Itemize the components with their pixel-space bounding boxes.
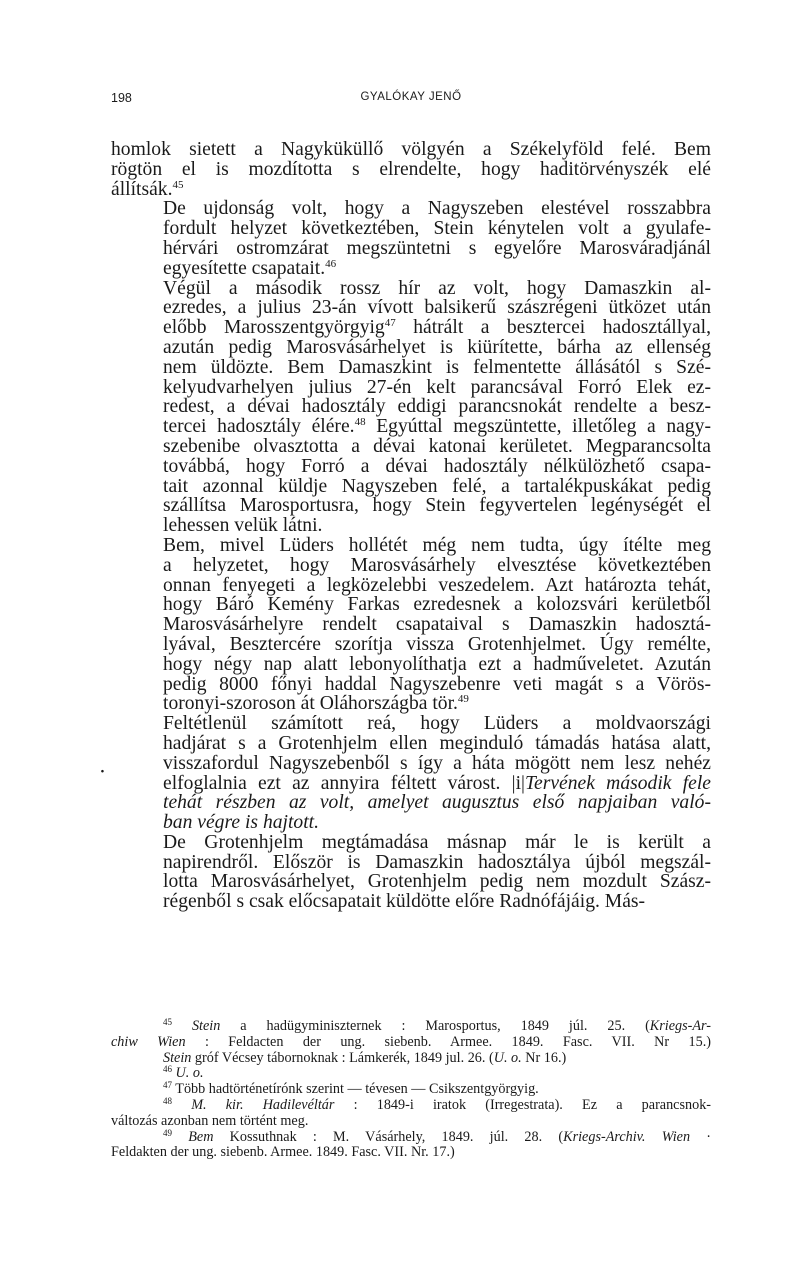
text-line: rögtön el is mozdította s elrendelte, hogy haditörvényszék elé [111, 158, 711, 180]
italic-citation: U. o. [175, 1065, 204, 1082]
footnote-47-line [111, 1082, 711, 1098]
text-line: elfoglalnia ezt az annyira féltett várost. |i|Tervének második fele [163, 772, 711, 794]
text-line [111, 813, 711, 833]
running-head-author: GYALÓKAY JENŐ [360, 91, 462, 103]
text-line: tait azonnal küldje Nagyszeben felé, a tartalékpuskákat pedig [163, 475, 711, 497]
text-line: szállítsa Marosportusra, hogy Stein fegyvertelen legénységét el [163, 495, 711, 517]
text-line: szebenibe olvasztotta a dévai katonai kerületet. Megparancsolta [163, 435, 711, 457]
text-line: Feltétlenül számított reá, hogy Lüders a moldvaországi [163, 713, 711, 735]
italic-text: Tervének második fele [524, 772, 711, 794]
italic-citation: U. o. [493, 1049, 522, 1066]
text-line [111, 793, 711, 813]
citation-text: gróf Vécsey tábornoknak : Lámkerék, 1849 jul. 26. ( [191, 1049, 494, 1066]
text-line: kelyudvarhelyen julius 27-én kelt parancsával Forró Elek ez- [163, 376, 711, 398]
footnote-number: 48 [163, 1095, 172, 1106]
body-text [111, 140, 711, 912]
text-line: Végül a második rossz hír az volt, hogy Damaszkin al- [163, 277, 711, 299]
footnote-48-line [111, 1095, 712, 1114]
text-line: lotta Marosvásárhelyet, Grotenhjelm pedig nem mozdult Szász- [163, 871, 711, 893]
paragraph [111, 833, 711, 912]
text-line: előbb Marosszentgyörgyig$^{47}$ hátrált a besztercei hadosztállyal, [163, 317, 711, 339]
paragraph [111, 140, 711, 199]
margin-mark: · [100, 764, 105, 780]
footnote-49-line [111, 1145, 711, 1161]
text-line: nem üldözte. Bem Damaszkint is felmentette állásától s Szé- [163, 356, 711, 378]
text-line: fordult helyzet következtében, Stein kénytelen volt a gyulafe- [163, 218, 711, 240]
text-line: napirendről. Először is Damaszkin hadosztálya újból megszál- [163, 851, 711, 873]
footnote-number: 46 [163, 1064, 172, 1075]
text-line: a helyzetet, hogy Marosvásárhely elvesztése következtében [163, 554, 711, 576]
italic-citation: Kriegs-Archiv. Wien [563, 1128, 691, 1145]
page-number: 198 [111, 91, 132, 105]
footnote-46-line [111, 1066, 711, 1082]
citation-text: változás azonban nem történt meg. [111, 1112, 309, 1129]
paragraph [111, 199, 711, 278]
text-line: Bem, mivel Lüders hollétét még nem tudta, úgy ítélte meg [163, 534, 711, 556]
italic-citation: M. kir. Hadilevéltár [191, 1096, 335, 1113]
text-line: azután pedig Marosvásárhelyet is kiürítette, bárha az ellenség [163, 336, 711, 358]
footnote-ref[interactable]: 45 [172, 178, 184, 191]
paragraph [111, 279, 711, 536]
citation-text: Kossuthnak : M. Vásárhely, 1849. júl. 28. ( [213, 1128, 564, 1145]
citation-text: : 1849-i iratok (Irregestrata). Ez a parancsnok- [334, 1096, 712, 1113]
text-line: hogy négy nap alatt lebonyolíthatja ezt a hadműveletet. Azután [163, 653, 711, 675]
text-line: hadjárat s a Grotenhjelm ellen meginduló támadás hatása alatt, [163, 732, 711, 754]
text-line: lehessen velük látni. [163, 515, 323, 537]
text-line: továbbá, hogy Forró a dévai hadosztály nélkülözhető csapa- [163, 455, 711, 477]
footnote-45-line [111, 1019, 711, 1035]
citation-text: a hadügyminiszternek : Marosportus, 1849 júl. 25. ( [220, 1018, 650, 1034]
text-line: pedig 8000 főnyi haddal Nagyszebenre veti magát s a Vörös- [163, 673, 711, 695]
text-line: De ujdonság volt, hogy a Nagyszeben elestével rosszabbra [163, 198, 711, 220]
text-line: De Grotenhjelm megtámadása másnap már le is került a [163, 831, 711, 853]
footnote-ref[interactable]: 46 [325, 257, 337, 270]
text-line: redest, a dévai hadosztály eddigi parancsnokát rendelte a besz- [163, 396, 711, 418]
text-line: ezredes, a julius 23-án vívott balsikerű szászrégeni ütközet után [163, 297, 711, 319]
text-line: tercei hadosztály élére.$^{48}$ Egyúttal megszüntette, illetőleg a nagy- [163, 416, 712, 438]
text-line: hogy Báró Kemény Farkas ezredesnek a kolozsvári kerületből [163, 594, 711, 616]
italic-citation: Kriegs-Ar- [649, 1018, 711, 1034]
footnote-45-line [111, 1035, 711, 1051]
text-line: onnan fenyegeti a legközelebbi veszedelem. Azt határozta tehát, [163, 574, 711, 596]
footnote-ref[interactable]: 49 [457, 693, 469, 706]
footnote-number: 47 [163, 1080, 172, 1091]
text-line: toronyi-szoroson át Oláhországba tör.$^{49}$ [163, 693, 469, 715]
italic-citation: Stein [163, 1049, 192, 1066]
footnote-ref[interactable]: 47 [384, 317, 396, 330]
italic-citation: chiw Wien [111, 1033, 186, 1050]
text-line: lyával, Besztercére szorítja vissza Grotenhjelmet. Úgy remélte, [163, 633, 711, 655]
footnotes [111, 1019, 711, 1161]
footnote-48-line [111, 1114, 711, 1130]
citation-text: Feldakten der ung. siebenb. Armee. 1849. Fasc. VII. Nr. 17.) [111, 1144, 455, 1161]
text-line: Marosvásárhelyre rendelt csapataival s Damaszkin hadosztá- [163, 614, 711, 636]
text-line: egyesítette csapatait.$^{46}$ [163, 257, 337, 279]
footnote-ref[interactable]: 48 [354, 416, 366, 429]
italic-text: tehát részben az volt, amelyet augusztus első napjaiban való- [163, 792, 711, 814]
paragraph [111, 536, 711, 714]
footnote-number: 49 [163, 1127, 172, 1138]
text-line: régenből s csak előcsapatait küldötte előre Radnófájáig. Más- [163, 891, 646, 913]
page-header [111, 91, 711, 111]
text-line: hérvári ostromzárat megszüntetni s egyelőre Marosváradjánál [163, 237, 711, 259]
paragraph [111, 714, 711, 833]
text-line: homlok sietett a Nagyküküllő völgyén a Székelyföld felé. Bem [111, 139, 711, 160]
italic-citation: Bem [188, 1128, 214, 1145]
text-line: visszafordul Nagyszebenből s így a háta mögött nem lesz nehéz [163, 752, 711, 774]
citation-text: Több hadtörténetírónk szerint — tévesen — Csikszentgyörgyig. [175, 1081, 539, 1098]
text-line: állítsák.$^{45}$ [111, 178, 184, 200]
italic-text: ban végre is hajtott. [163, 812, 320, 834]
citation-text: · [690, 1128, 712, 1145]
italic-citation: Stein [191, 1018, 221, 1034]
footnote-49-line [111, 1127, 712, 1146]
citation-text: : Feldacten der ung. siebenb. Armee. 1849. Fasc. VII. Nr 15.) [185, 1033, 711, 1050]
footnote-number: 45 [163, 1017, 172, 1027]
citation-text: Nr 16.) [521, 1049, 567, 1066]
